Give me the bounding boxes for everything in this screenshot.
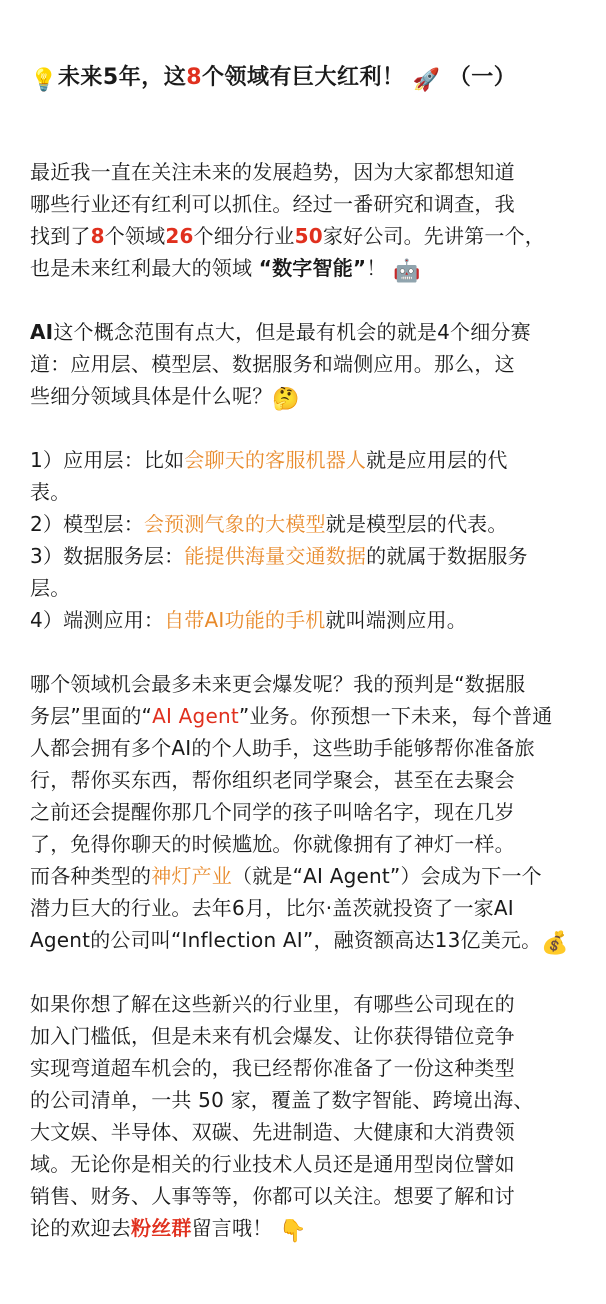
text-line: 的公司清单，一共 50 家，覆盖了数字智能、跨境出海、 xyxy=(30,1088,534,1112)
highlight-keyword: “数字智能” xyxy=(258,256,367,280)
text-fragment: 务层”里面的“ xyxy=(30,704,153,728)
highlight-phrase: 能提供海量交通数据 xyxy=(184,544,367,568)
list-item xyxy=(30,540,582,572)
rocket-icon: 🚀 xyxy=(412,68,441,93)
list-item-continued: 表。 xyxy=(30,480,71,504)
text-line: 大文娱、半导体、双碳、先进制造、大健康和大消费领 xyxy=(30,1120,515,1144)
text-line: 道：应用层、模型层、数据服务和端侧应用。那么，这 xyxy=(30,352,515,376)
title-suffix: （一） xyxy=(448,65,517,90)
fan-group-link[interactable]: 粉丝群 xyxy=(131,1216,192,1240)
text-fragment: 就叫端测应用。 xyxy=(325,608,467,632)
highlight-number: 26 xyxy=(165,224,194,248)
text-line xyxy=(30,1212,582,1244)
highlight-phrase: 自带AI功能的手机 xyxy=(164,608,326,632)
article-title xyxy=(30,60,582,96)
highlight-phrase: 神灯产业 xyxy=(151,864,233,888)
text-fragment: Agent的公司叫“Inflection AI”，融资额高达13亿美元。 xyxy=(30,928,542,952)
text-line xyxy=(30,220,582,252)
text-line: 人都会拥有多个AI的个人助手，这些助手能够帮你准备旅 xyxy=(30,736,535,760)
text-fragment: 留言哦！ xyxy=(191,1216,273,1240)
list-item xyxy=(30,444,582,476)
text-line: 了，免得你聊天的时候尴尬。你就像拥有了神灯一样。 xyxy=(30,832,515,856)
text-line xyxy=(30,252,582,284)
text-fragment: 3）数据服务层： xyxy=(30,544,185,568)
paragraph-ai xyxy=(30,316,582,412)
text-line: 潜力巨大的行业。去年6月，比尔·盖茨就投资了一家AI xyxy=(30,896,514,920)
text-fragment: 1）应用层：比如 xyxy=(30,448,185,472)
text-fragment: 找到了 xyxy=(30,224,91,248)
paragraph-company-list xyxy=(30,988,582,1244)
text-fragment: （就是“AI Agent”）会成为下一个 xyxy=(232,864,542,888)
text-line: 之前还会提醒你那几个同学的孩子叫啥名字，现在几岁 xyxy=(30,800,515,824)
highlight-phrase: 会聊天的客服机器人 xyxy=(184,448,367,472)
text-line: 哪些行业还有红利可以抓住。经过一番研究和调查，我 xyxy=(30,192,515,216)
highlight-keyword: AI xyxy=(30,320,54,344)
text-fragment: 而各种类型的 xyxy=(30,864,152,888)
text-fragment: 些细分领域具体是什么呢？ xyxy=(30,384,273,408)
text-fragment: 论的欢迎去 xyxy=(30,1216,131,1240)
text-fragment: 个领域 xyxy=(104,224,166,248)
list-item xyxy=(30,604,582,636)
text-fragment: 就是应用层的代 xyxy=(366,448,508,472)
money-bag-icon: 💰 xyxy=(541,931,569,956)
text-line: 实现弯道超车机会的，我已经帮你准备了一份这种类型 xyxy=(30,1056,515,1080)
text-line: 如果你想了解在这些新兴的行业里，有哪些公司现在的 xyxy=(30,992,515,1016)
text-line xyxy=(30,924,582,956)
text-line: 加入门槛低，但是未来有机会爆发、让你获得错位竞争 xyxy=(30,1024,515,1048)
text-fragment: 就是模型层的代表。 xyxy=(325,512,508,536)
highlight-number: 8 xyxy=(90,224,105,248)
text-line xyxy=(30,700,582,732)
pointing-down-icon: 👇 xyxy=(278,1219,307,1244)
title-number: 8 xyxy=(186,65,203,90)
text-line xyxy=(30,316,582,348)
text-line: 行，帮你买东西，帮你组织老同学聚会，甚至在去聚会 xyxy=(30,768,515,792)
text-line xyxy=(30,860,582,892)
text-fragment: 这个概念范围有点大，但是最有机会的就是4个细分赛 xyxy=(53,320,531,344)
text-fragment: 的就属于数据服务 xyxy=(366,544,528,568)
text-fragment: 4）端测应用： xyxy=(30,608,165,632)
text-fragment: 也是未来红利最大的领域 xyxy=(30,256,253,280)
text-fragment: ”业务。你预想一下未来，每个普通 xyxy=(238,704,553,728)
text-line xyxy=(30,380,582,412)
text-fragment: 家好公司。先讲第一个， xyxy=(322,224,546,248)
highlight-phrase: 会预测气象的大模型 xyxy=(143,512,326,536)
text-fragment: 个细分行业 xyxy=(193,224,295,248)
paragraph-intro xyxy=(30,156,582,284)
text-fragment: 2）模型层： xyxy=(30,512,144,536)
list-item-continued: 层。 xyxy=(30,576,71,600)
text-line: 哪个领域机会最多未来更会爆发呢？我的预判是“数据服 xyxy=(30,672,526,696)
text-line: 最近我一直在关注未来的发展趋势，因为大家都想知道 xyxy=(30,160,515,184)
lightbulb-icon: 💡 xyxy=(30,68,58,93)
text-line: 销售、财务、人事等等，你都可以关注。想要了解和讨 xyxy=(30,1184,515,1208)
paragraph-ai-agent xyxy=(30,668,582,956)
text-line: 域。无论你是相关的行业技术人员还是通用型岗位譬如 xyxy=(30,1152,515,1176)
list-item xyxy=(30,508,582,540)
text-fragment: ！ xyxy=(366,256,387,280)
robot-icon: 🤖 xyxy=(393,259,421,284)
highlight-keyword: AI Agent xyxy=(152,704,239,728)
highlight-number: 50 xyxy=(294,224,323,248)
title-text-a: 未来5年，这 xyxy=(57,65,187,90)
segment-list xyxy=(30,444,582,636)
title-text-b: 个领域有巨大红利！ xyxy=(202,65,405,90)
thinking-face-icon: 🤔 xyxy=(272,387,300,412)
